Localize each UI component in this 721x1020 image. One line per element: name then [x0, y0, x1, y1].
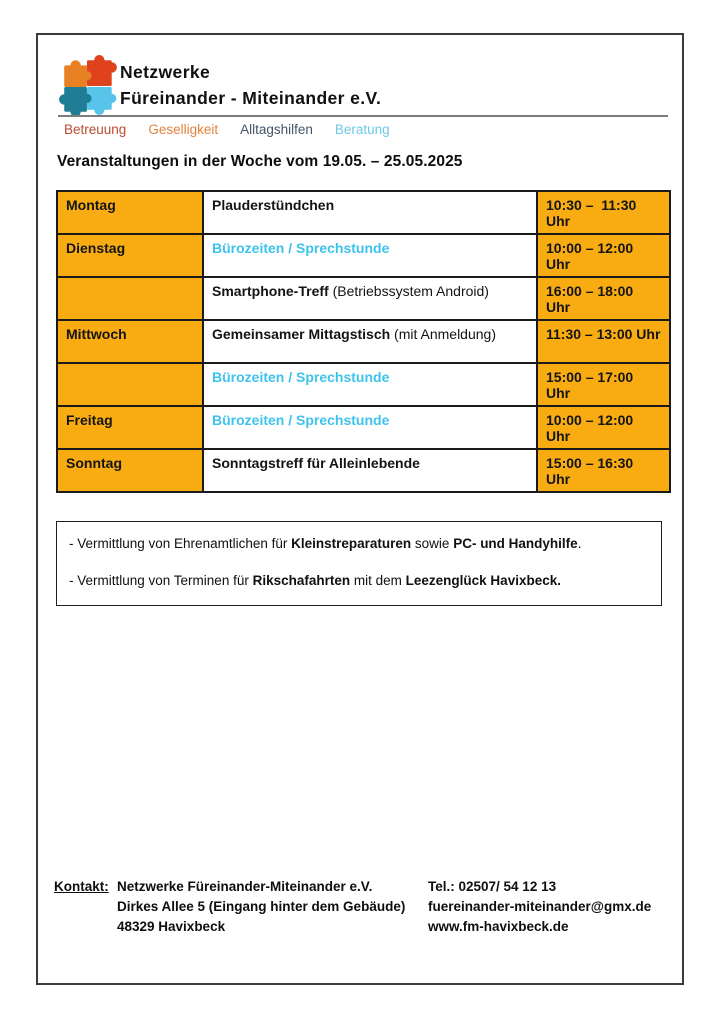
nav-item-geselligkeit: Geselligkeit	[148, 122, 219, 137]
event-name: Plauderstündchen	[212, 197, 335, 213]
event-name: Sonntagstreff für Alleinlebende	[212, 455, 420, 471]
note-text-bold: PC- und Handyhilfe	[453, 536, 578, 551]
puzzle-piece-bottom-left	[59, 87, 92, 117]
puzzle-piece-top-right	[87, 55, 117, 86]
time-cell: 16:00 – 18:00 Uhr	[537, 277, 670, 320]
puzzle-logo-icon	[58, 54, 120, 118]
nav-item-beratung: Beratung	[334, 122, 390, 137]
contact-phone: Tel.: 02507/ 54 12 13	[428, 879, 557, 894]
category-nav	[64, 122, 390, 137]
note-text-bold: Rikschafahrten	[252, 573, 351, 588]
day-cell: Dienstag	[57, 234, 203, 277]
kontakt-label: Kontakt:	[54, 879, 109, 894]
note-line	[69, 572, 649, 589]
time-cell: 15:00 – 17:00 Uhr	[537, 363, 670, 406]
schedule-row	[57, 191, 670, 234]
event-cell	[203, 406, 537, 449]
note-text: sowie	[411, 536, 454, 551]
note-text: .	[577, 536, 582, 551]
note-line	[69, 535, 649, 552]
event-name: Bürozeiten / Sprechstunde	[212, 369, 390, 385]
schedule-row	[57, 234, 670, 277]
time-cell: 10:00 – 12:00 Uhr	[537, 234, 670, 277]
puzzle-piece-bottom-right	[87, 87, 116, 115]
event-note: (Betriebssystem Android)	[328, 283, 489, 299]
event-name: Gemeinsamer Mittagstisch	[212, 326, 391, 342]
event-note: (mit Anmeldung)	[390, 326, 496, 342]
org-name-line1: Netzwerke	[120, 62, 211, 82]
event-cell	[203, 191, 537, 234]
schedule-row	[57, 363, 670, 406]
event-name: Bürozeiten / Sprechstunde	[212, 412, 390, 428]
schedule-table	[56, 190, 671, 493]
schedule-row	[57, 449, 670, 492]
schedule-row	[57, 406, 670, 449]
event-name: Smartphone-Treff	[212, 283, 329, 299]
page-title: Veranstaltungen in der Woche vom 19.05. – 25.05.2025	[57, 153, 463, 170]
schedule-row	[57, 320, 670, 363]
services-note-box	[56, 521, 662, 606]
note-text: - Vermittlung von Terminen für	[69, 573, 253, 588]
event-cell	[203, 234, 537, 277]
time-cell: 15:00 – 16:30 Uhr	[537, 449, 670, 492]
schedule-row	[57, 277, 670, 320]
address-line-org: Netzwerke Füreinander-Miteinander e.V.	[117, 879, 373, 894]
day-cell: Montag	[57, 191, 203, 234]
note-text: mit dem	[350, 573, 406, 588]
address-block	[117, 877, 428, 937]
org-name-line2: Füreinander - Miteinander e.V.	[120, 88, 382, 108]
note-text-bold: Kleinstreparaturen	[291, 536, 412, 551]
note-text: - Vermittlung von Ehrenamtlichen für	[69, 536, 292, 551]
event-cell	[203, 449, 537, 492]
address-line-city: 48329 Havixbeck	[117, 919, 226, 934]
contact-block	[428, 877, 678, 937]
day-cell: Mittwoch	[57, 320, 203, 363]
flyer-page	[36, 33, 684, 985]
contact-footer	[54, 877, 678, 937]
event-cell	[203, 363, 537, 406]
event-name: Bürozeiten / Sprechstunde	[212, 240, 390, 256]
header-divider	[58, 115, 668, 117]
day-cell: Sonntag	[57, 449, 203, 492]
time-cell: 11:30 – 13:00 Uhr	[537, 320, 670, 363]
time-cell: 10:30 – 11:30 Uhr	[537, 191, 670, 234]
event-cell	[203, 320, 537, 363]
note-text-bold: Leezenglück Havixbeck.	[405, 573, 561, 588]
day-cell	[57, 363, 203, 406]
contact-email: fuereinander-miteinander@gmx.de	[428, 899, 652, 914]
event-cell	[203, 277, 537, 320]
nav-item-betreuung: Betreuung	[64, 122, 127, 137]
nav-item-alltagshilfen: Alltagshilfen	[240, 122, 313, 137]
day-cell: Freitag	[57, 406, 203, 449]
org-name	[120, 59, 381, 111]
day-cell	[57, 277, 203, 320]
contact-website: www.fm-havixbeck.de	[428, 919, 569, 934]
address-line-street: Dirkes Allee 5 (Eingang hinter dem Gebäude)	[117, 899, 406, 914]
time-cell: 10:00 – 12:00 Uhr	[537, 406, 670, 449]
